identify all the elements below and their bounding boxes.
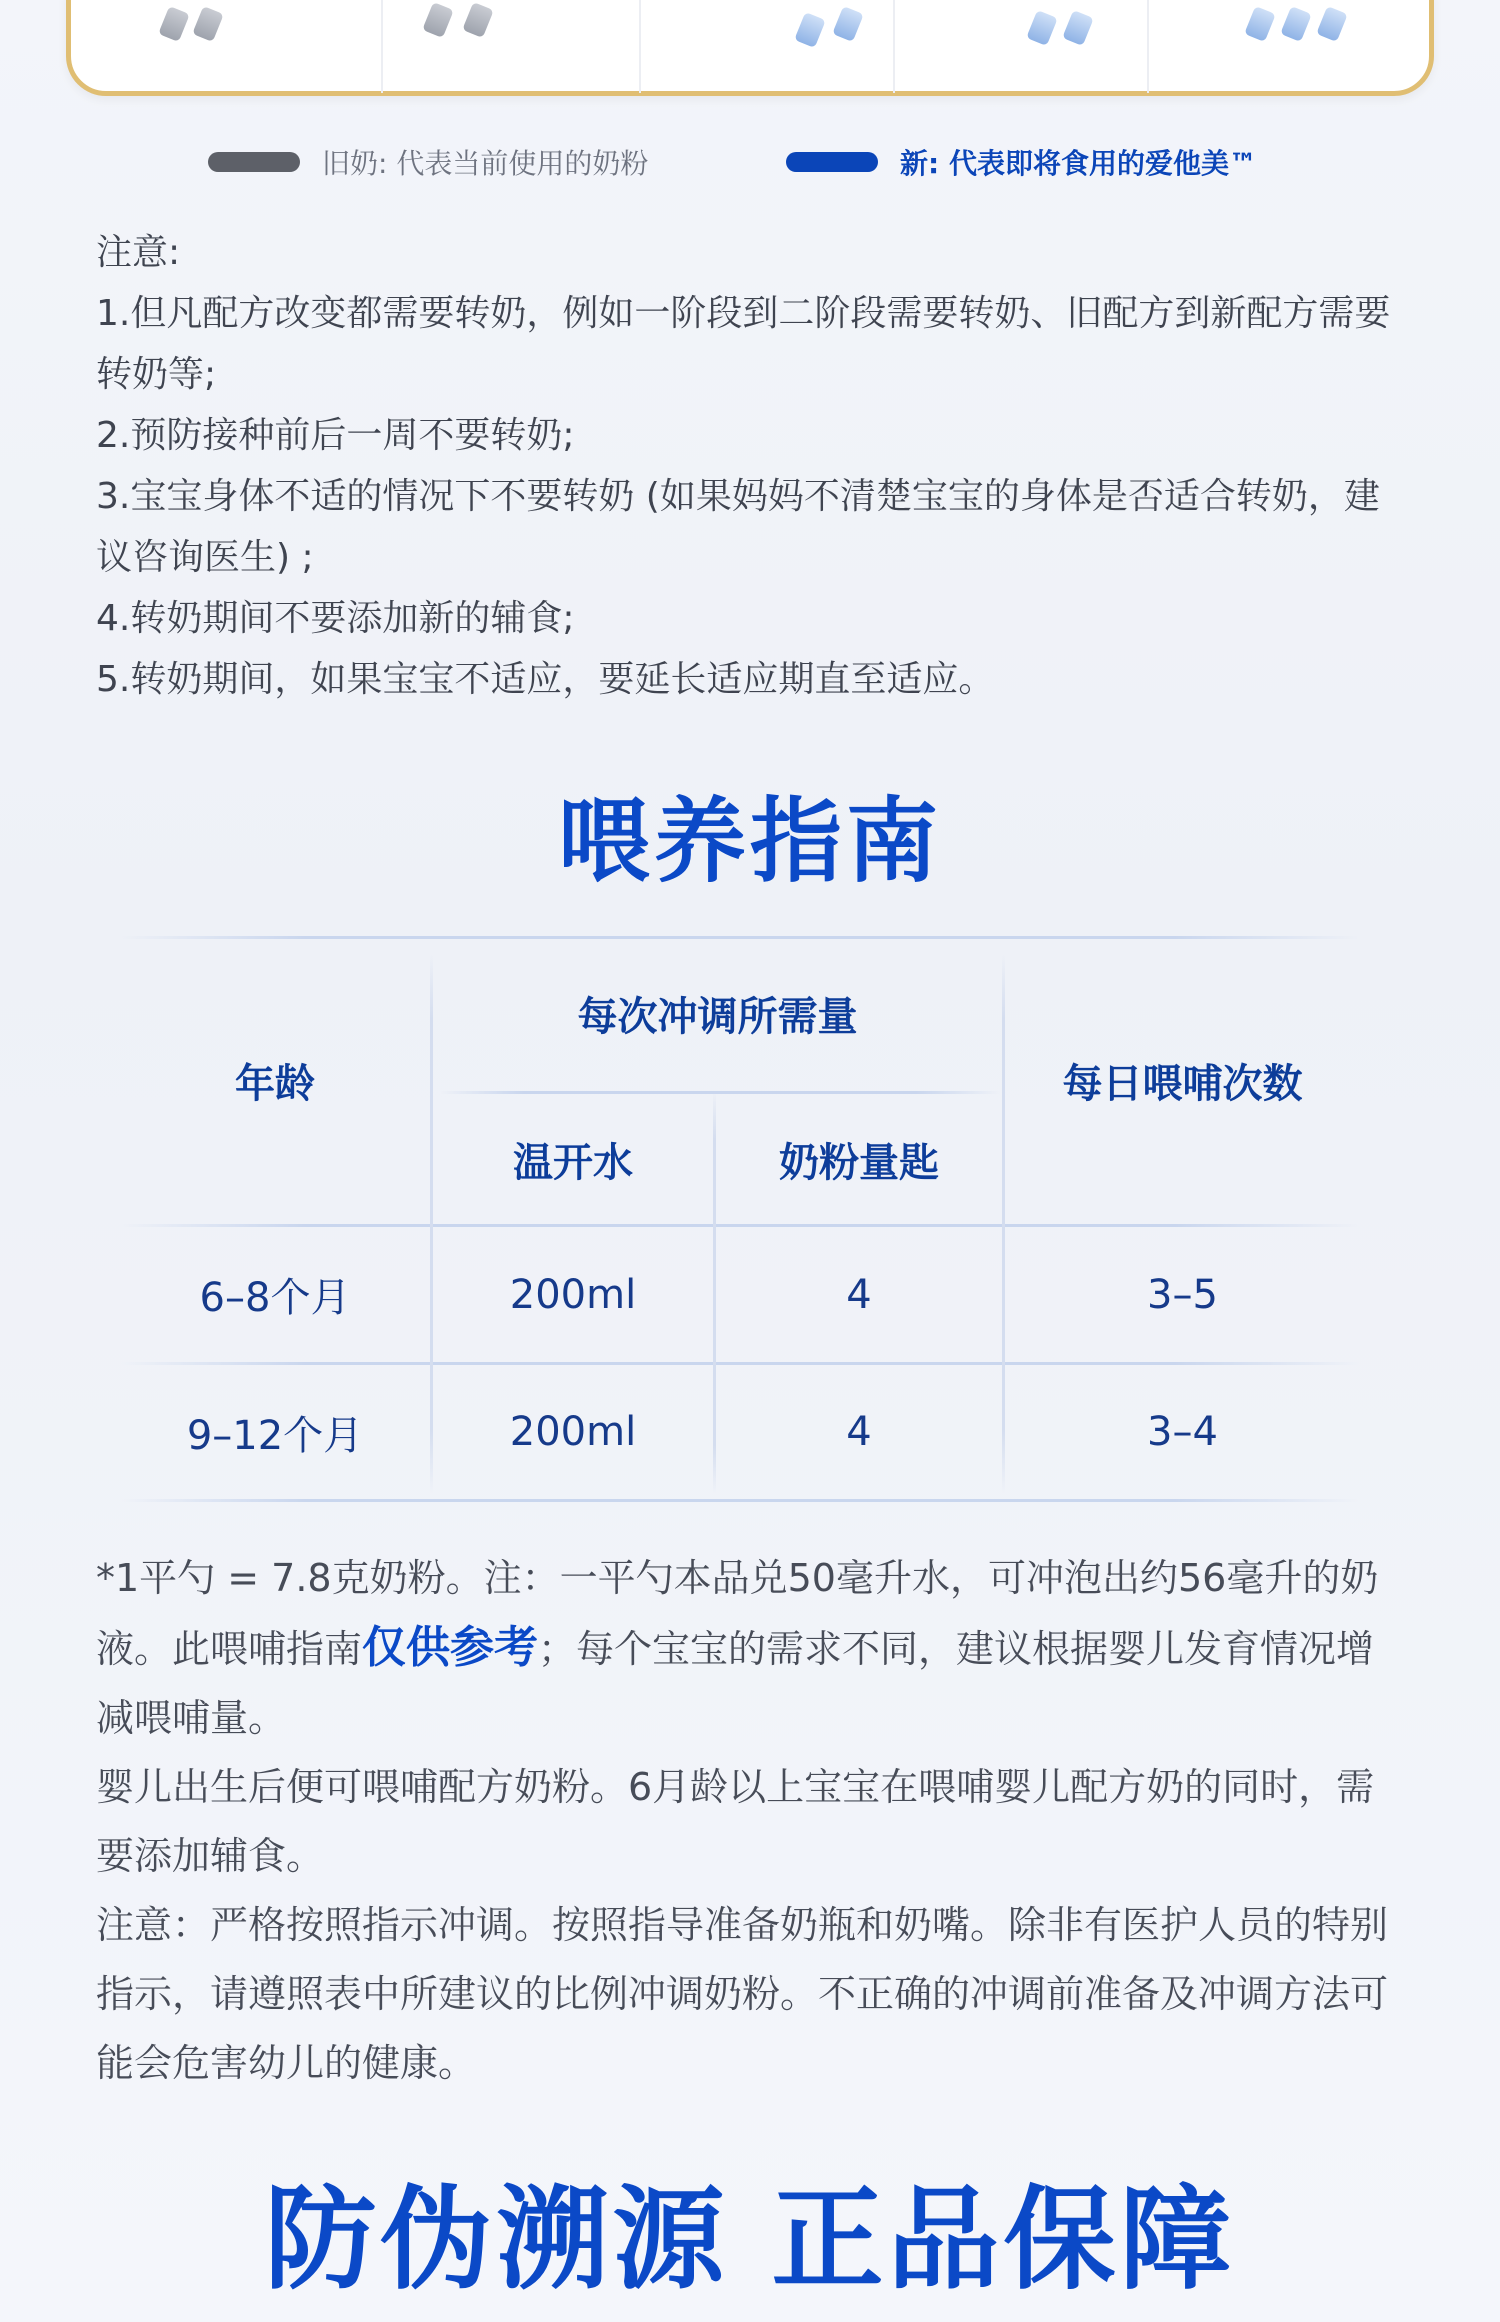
chart-column-divider (1147, 0, 1149, 93)
header-per-serving: 每次冲调所需量 (577, 994, 858, 1040)
row-scoops: 4 (846, 1409, 872, 1455)
old-milk-can-icon (158, 6, 190, 42)
chart-legend (0, 142, 1500, 182)
old-milk-can-icon (422, 2, 454, 38)
feeding-table (120, 936, 1360, 1502)
new-milk-can-icon (1280, 6, 1312, 42)
feeding-footnote (96, 1544, 1406, 2098)
new-milk-can-icon (1062, 10, 1094, 46)
note-item: 1.但凡配方改变都需要转奶，例如一阶段到二阶段需要转奶、旧配方到新配方需要转奶等; (96, 293, 1391, 395)
footnote-text: *1平勺 = 7.8克奶粉。注：一平勺本品兑50毫升水，可冲泡出约56毫升的奶液。此喂哺指南 (96, 1556, 1379, 1671)
footnote-text: ；每个宝宝的需求不同，建议根据婴儿发育情况增减喂哺量。 (96, 1627, 1375, 1740)
legend-new-milk (786, 142, 1257, 182)
legend-new-label: 新: 代表即将食用的爱他美™ (900, 147, 1257, 180)
footnote-paragraph: 婴儿出生后便可喂哺配方奶粉。6月龄以上宝宝在喂哺婴儿配方奶的同时，需要添加辅食。 (96, 1765, 1375, 1878)
note-item: 5.转奶期间，如果宝宝不适应，要延长适应期直至适应。 (96, 659, 995, 700)
header-daily-feedings: 每日喂哺次数 (1062, 1060, 1303, 1107)
old-milk-can-icon (462, 2, 494, 38)
row-scoops: 4 (846, 1271, 872, 1318)
header-age: 年龄 (235, 1060, 315, 1107)
new-milk-can-icon (832, 6, 864, 42)
note-item: 4.转奶期间不要添加新的辅食; (96, 598, 575, 639)
header-water: 温开水 (513, 1139, 633, 1186)
row-age: 9–12个月 (186, 1412, 364, 1459)
old-milk-can-icon (192, 6, 224, 42)
new-milk-can-icon (1026, 10, 1058, 46)
chart-column-divider (639, 0, 641, 93)
new-milk-can-icon (1316, 6, 1348, 42)
reference-only-emphasis: 仅供参考 (362, 1622, 539, 1673)
chart-column-divider (381, 0, 383, 93)
transition-notes (96, 222, 1406, 710)
row-daily: 3–4 (1147, 1409, 1218, 1455)
row-water: 200ml (509, 1409, 637, 1455)
header-scoops: 奶粉量匙 (779, 1139, 939, 1186)
legend-old-label: 旧奶: 代表当前使用的奶粉 (322, 147, 649, 180)
new-milk-can-icon (1244, 6, 1276, 42)
row-age: 6–8个月 (199, 1275, 351, 1321)
new-milk-can-icon (794, 12, 826, 48)
feeding-guide-title: 喂养指南 (557, 788, 942, 895)
notes-heading: 注意: (96, 232, 181, 273)
footnote-paragraph: 注意：严格按照指示冲调。按照指导准备奶瓶和奶嘴。除非有医护人员的特别指示，请遵照表中所建议的比例冲调奶粉。不正确的冲调前准备及冲调方法可能会危害幼儿的健康。 (96, 1903, 1389, 2085)
transition-chart-card (66, 0, 1434, 96)
legend-new-swatch (786, 152, 878, 172)
legend-old-milk (208, 142, 648, 182)
row-water: 200ml (509, 1271, 637, 1318)
note-item: 2.预防接种前后一周不要转奶; (96, 415, 575, 456)
row-daily: 3–5 (1147, 1271, 1218, 1318)
footnote-paragraph (96, 1544, 1406, 1753)
table-bottom-border (120, 1499, 1360, 1502)
note-item: 3.宝宝身体不适的情况下不要转奶 (如果妈妈不清楚宝宝的身体是否适合转奶，建议咨询医生) ; (96, 476, 1380, 578)
anti-counterfeit-title: 防伪溯源 正品保障 (264, 2175, 1236, 2305)
legend-old-swatch (208, 152, 300, 172)
chart-column-divider (893, 0, 895, 93)
